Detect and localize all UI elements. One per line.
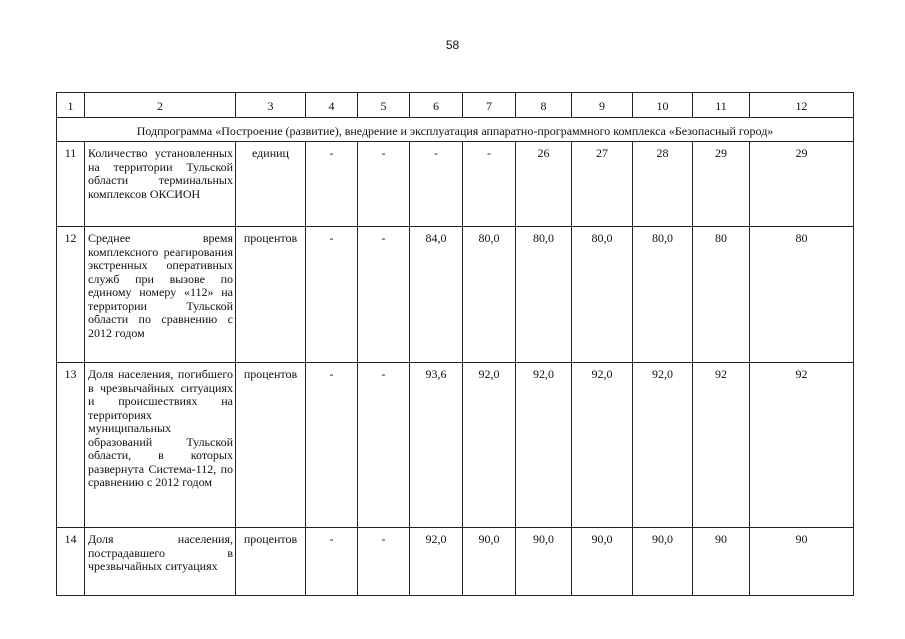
indicator-name-cell: Среднее время комплексного реагирования экстренных оперативных служб при вызове по единому номеру «112» на территории Тульской области по сравнению с 2012 годом [85, 227, 236, 363]
column-number-cell: 6 [410, 93, 463, 118]
value-cell: 92,0 [463, 363, 516, 528]
value-cell: 92 [750, 363, 854, 528]
row-number-cell: 14 [57, 528, 85, 596]
column-number-cell: 7 [463, 93, 516, 118]
column-number-cell: 1 [57, 93, 85, 118]
value-cell: 93,6 [410, 363, 463, 528]
value-cell: 90,0 [633, 528, 693, 596]
table-row [57, 528, 854, 596]
value-cell: - [358, 363, 410, 528]
value-cell: - [463, 142, 516, 227]
table-row [57, 142, 854, 227]
value-cell: 80,0 [516, 227, 572, 363]
value-cell: 92,0 [516, 363, 572, 528]
value-cell: 90 [750, 528, 854, 596]
value-cell: 27 [572, 142, 633, 227]
value-cell: - [358, 528, 410, 596]
value-cell: - [306, 363, 358, 528]
column-number-cell: 8 [516, 93, 572, 118]
unit-cell: единиц [236, 142, 306, 227]
unit-cell: процентов [236, 363, 306, 528]
value-cell: - [358, 227, 410, 363]
column-number-cell: 10 [633, 93, 693, 118]
indicator-name-cell: Доля населения, погибшего в чрезвычайных ситуациях и происшествиях на территориях муниципальных образований Тульской области, в которых развернута Система-112, по сравнению с 2012 годом [85, 363, 236, 528]
value-cell: 26 [516, 142, 572, 227]
value-cell: 92,0 [633, 363, 693, 528]
indicator-name-cell: Доля населения, пострадавшего в чрезвычайных ситуациях [85, 528, 236, 596]
value-cell: 80,0 [463, 227, 516, 363]
column-number-cell: 9 [572, 93, 633, 118]
column-number-row [57, 93, 854, 118]
column-number-cell: 12 [750, 93, 854, 118]
table-row [57, 227, 854, 363]
value-cell: 84,0 [410, 227, 463, 363]
value-cell: 80 [750, 227, 854, 363]
column-number-cell: 4 [306, 93, 358, 118]
indicator-table [56, 92, 854, 596]
row-number-cell: 13 [57, 363, 85, 528]
table-row [57, 363, 854, 528]
page-number: 58 [445, 38, 460, 52]
column-number-cell: 11 [693, 93, 750, 118]
value-cell: 90,0 [463, 528, 516, 596]
value-cell: 80,0 [572, 227, 633, 363]
value-cell: 90,0 [516, 528, 572, 596]
value-cell: 80 [693, 227, 750, 363]
subprogram-row [57, 118, 854, 142]
row-number-cell: 12 [57, 227, 85, 363]
indicator-name-cell: Количество установленных на территории Тульской области терминальных комплексов ОКСИОН [85, 142, 236, 227]
row-number-cell: 11 [57, 142, 85, 227]
value-cell: 90 [693, 528, 750, 596]
value-cell: 92,0 [410, 528, 463, 596]
subprogram-title: Подпрограмма «Построение (развитие), внедрение и эксплуатация аппаратно-программного комплекса «Безопасный город» [57, 118, 854, 142]
unit-cell: процентов [236, 227, 306, 363]
value-cell: - [306, 142, 358, 227]
column-number-cell: 2 [85, 93, 236, 118]
value-cell: - [358, 142, 410, 227]
value-cell: 92 [693, 363, 750, 528]
column-number-cell: 3 [236, 93, 306, 118]
value-cell: 90,0 [572, 528, 633, 596]
value-cell: 92,0 [572, 363, 633, 528]
column-number-cell: 5 [358, 93, 410, 118]
value-cell: 29 [750, 142, 854, 227]
value-cell: - [306, 528, 358, 596]
value-cell: 80,0 [633, 227, 693, 363]
value-cell: - [306, 227, 358, 363]
value-cell: 29 [693, 142, 750, 227]
unit-cell: процентов [236, 528, 306, 596]
value-cell: 28 [633, 142, 693, 227]
value-cell: - [410, 142, 463, 227]
